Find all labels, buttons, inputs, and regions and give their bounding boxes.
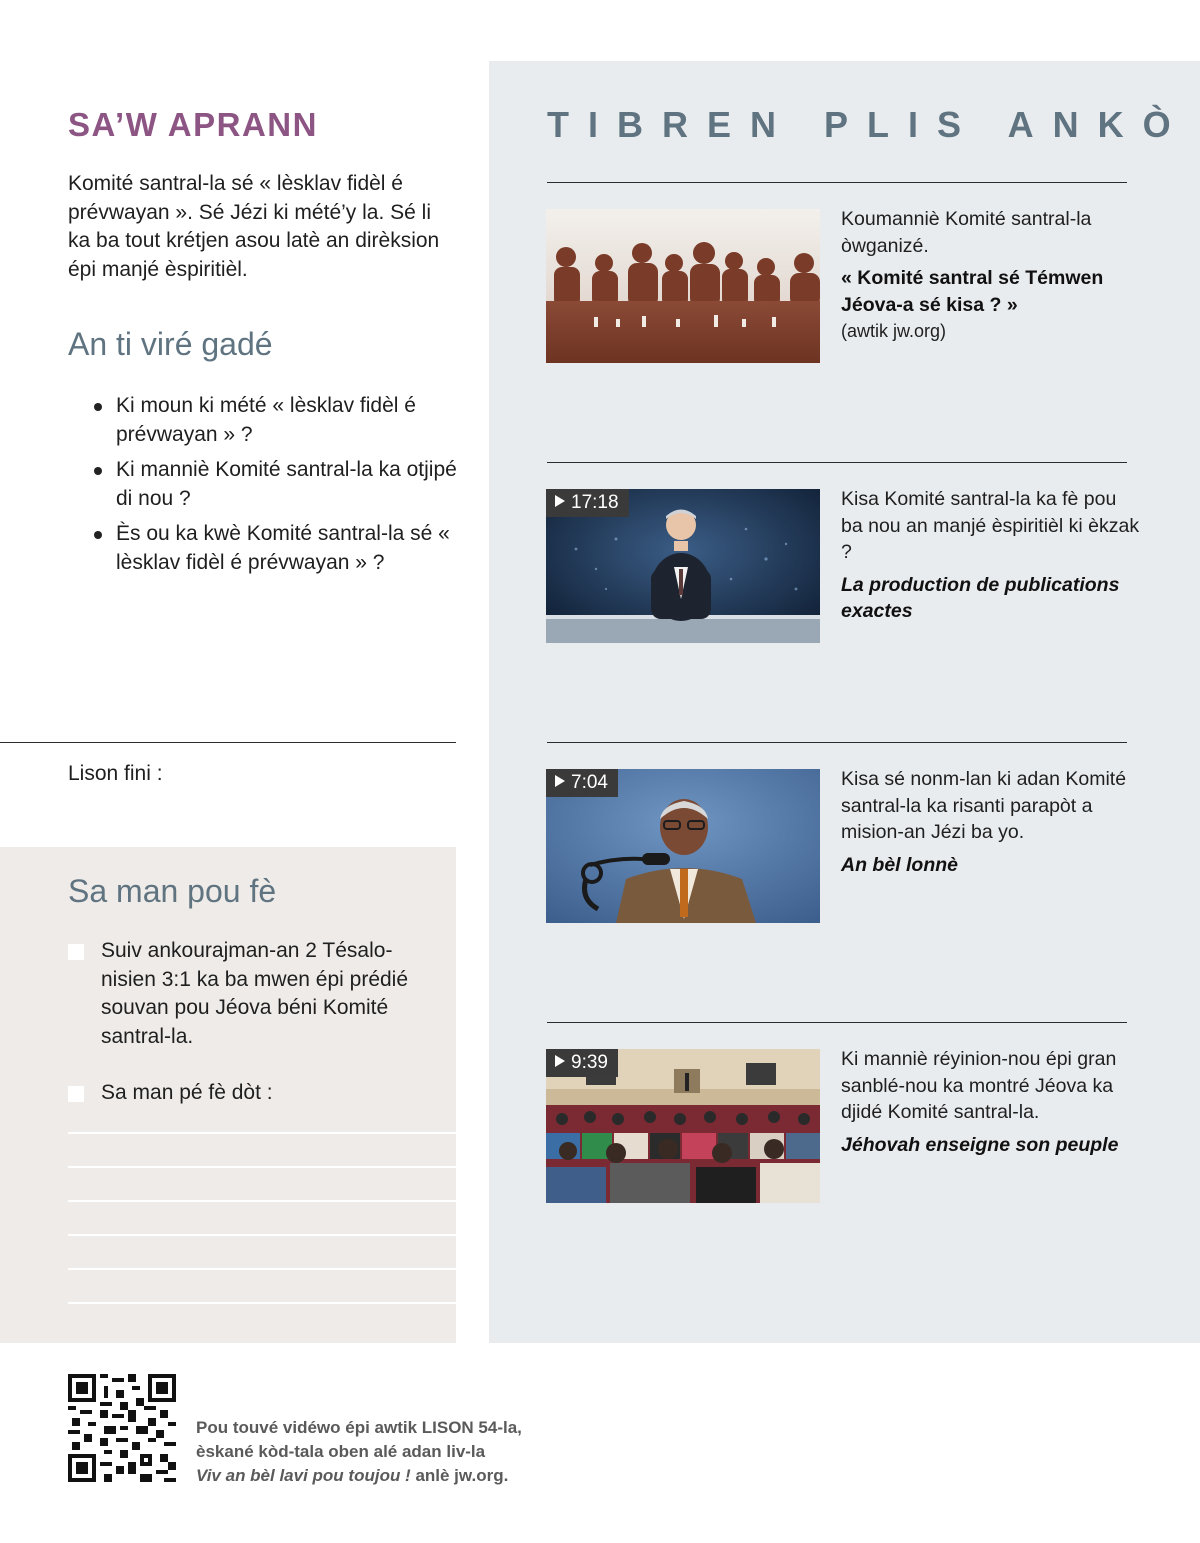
action-text: Suiv ankourajman-an 2 Tésalonisien 3:1 ka ba mwen épi prédié souvan pou Jéova béni Komité santral-la. — [101, 939, 409, 1048]
lesson-completed-label: Lison fini : — [68, 762, 163, 785]
video-resource — [841, 766, 1141, 878]
divider — [0, 742, 456, 743]
write-line[interactable] — [68, 1132, 456, 1134]
footer-line: Viv an bèl lavi pou toujou ! anlè jw.org. — [196, 1466, 509, 1485]
play-icon — [555, 1055, 565, 1067]
learn-summary: Komité santral-la sé « lèsklav fidèl é prévwayan ». Sé Jézi ki mété’y la. Sé li ka ba tout krétjen asou latè an dirèksion épi manjé èspiritièl. — [68, 172, 440, 281]
review-question: Ki moun ki mété « lèsklav fidèl é prévwayan » ? — [93, 392, 473, 449]
action-heading: Sa man pou fè — [68, 873, 277, 909]
review-heading: An ti viré gadé — [68, 326, 273, 362]
resource-description: Ki manniè réyinion-nou épi gran sanblé-nou ka montré Jéova ka djidé Komité santral-la. — [841, 1048, 1117, 1123]
resource-description: Koumanniè Komité santral-la òwganizé. — [841, 208, 1092, 257]
checkbox-icon[interactable] — [68, 944, 84, 960]
review-question: Ès ou ka kwè Komité santral-la sé « lèsklav fidèl é prévwayan » ? — [93, 520, 473, 577]
checkbox-icon[interactable] — [68, 1086, 84, 1102]
video-resource — [841, 486, 1141, 625]
video-thumbnail[interactable] — [546, 489, 820, 643]
bullet-icon — [94, 531, 102, 539]
write-line[interactable] — [68, 1234, 456, 1236]
play-icon — [555, 775, 565, 787]
article-title-link[interactable]: « Komité santral sé Témwen Jéova-a sé kisa ? » — [841, 267, 1104, 316]
qr-code-icon[interactable] — [68, 1374, 176, 1482]
video-thumbnail[interactable] — [546, 1049, 820, 1203]
video-duration-badge: 7:04 — [546, 769, 618, 797]
learn-heading: SA’W APRANN — [68, 106, 318, 143]
footer-line: Pou touvé vidéwo épi awtik LISON 54-la, — [196, 1418, 522, 1437]
video-resource — [841, 1046, 1141, 1158]
resource-note: (awtik jw.org) — [841, 321, 947, 341]
more-resources-heading: TIBREN PLIS ANKÒ — [547, 104, 1190, 145]
video-duration-badge: 17:18 — [546, 489, 629, 517]
video-thumbnail[interactable] — [546, 769, 820, 923]
governing-body-silhouette-photo — [546, 209, 820, 363]
article-resource — [841, 206, 1141, 344]
review-list — [93, 392, 473, 584]
video-title-link[interactable]: La production de publications exactes — [841, 573, 1120, 622]
bullet-icon — [94, 467, 102, 475]
footer-note — [196, 1416, 522, 1488]
bullet-icon — [94, 403, 102, 411]
write-line[interactable] — [68, 1302, 456, 1304]
divider — [547, 182, 1127, 183]
video-duration-badge: 9:39 — [546, 1049, 618, 1077]
write-line[interactable] — [68, 1166, 456, 1168]
book-title: Viv an bèl lavi pou toujou ! — [196, 1466, 411, 1485]
action-text: Sa man pé fè dòt : — [101, 1081, 273, 1104]
divider — [547, 742, 1127, 743]
resource-description: Kisa sé nonm-lan ki adan Komité santral-la ka risanti parapòt a mision-an Jézi ba yo. — [841, 768, 1127, 843]
resource-description: Kisa Komité santral-la ka fè pou ba nou an manjé èspiritièl ki èkzak ? — [841, 488, 1140, 563]
review-question: Ki manniè Komité santral-la ka otjipé di nou ? — [93, 456, 473, 513]
action-item — [68, 937, 438, 1051]
write-line[interactable] — [68, 1268, 456, 1270]
write-line[interactable] — [68, 1200, 456, 1202]
divider — [547, 1022, 1127, 1023]
video-title-link[interactable]: An bèl lonnè — [841, 853, 958, 876]
article-thumbnail[interactable] — [546, 209, 820, 363]
video-title-link[interactable]: Jéhovah enseigne son peuple — [841, 1133, 1119, 1156]
footer-line: èskané kòd-tala oben alé adan liv-la — [196, 1442, 486, 1461]
play-icon — [555, 495, 565, 507]
action-item — [68, 1079, 438, 1108]
divider — [547, 462, 1127, 463]
